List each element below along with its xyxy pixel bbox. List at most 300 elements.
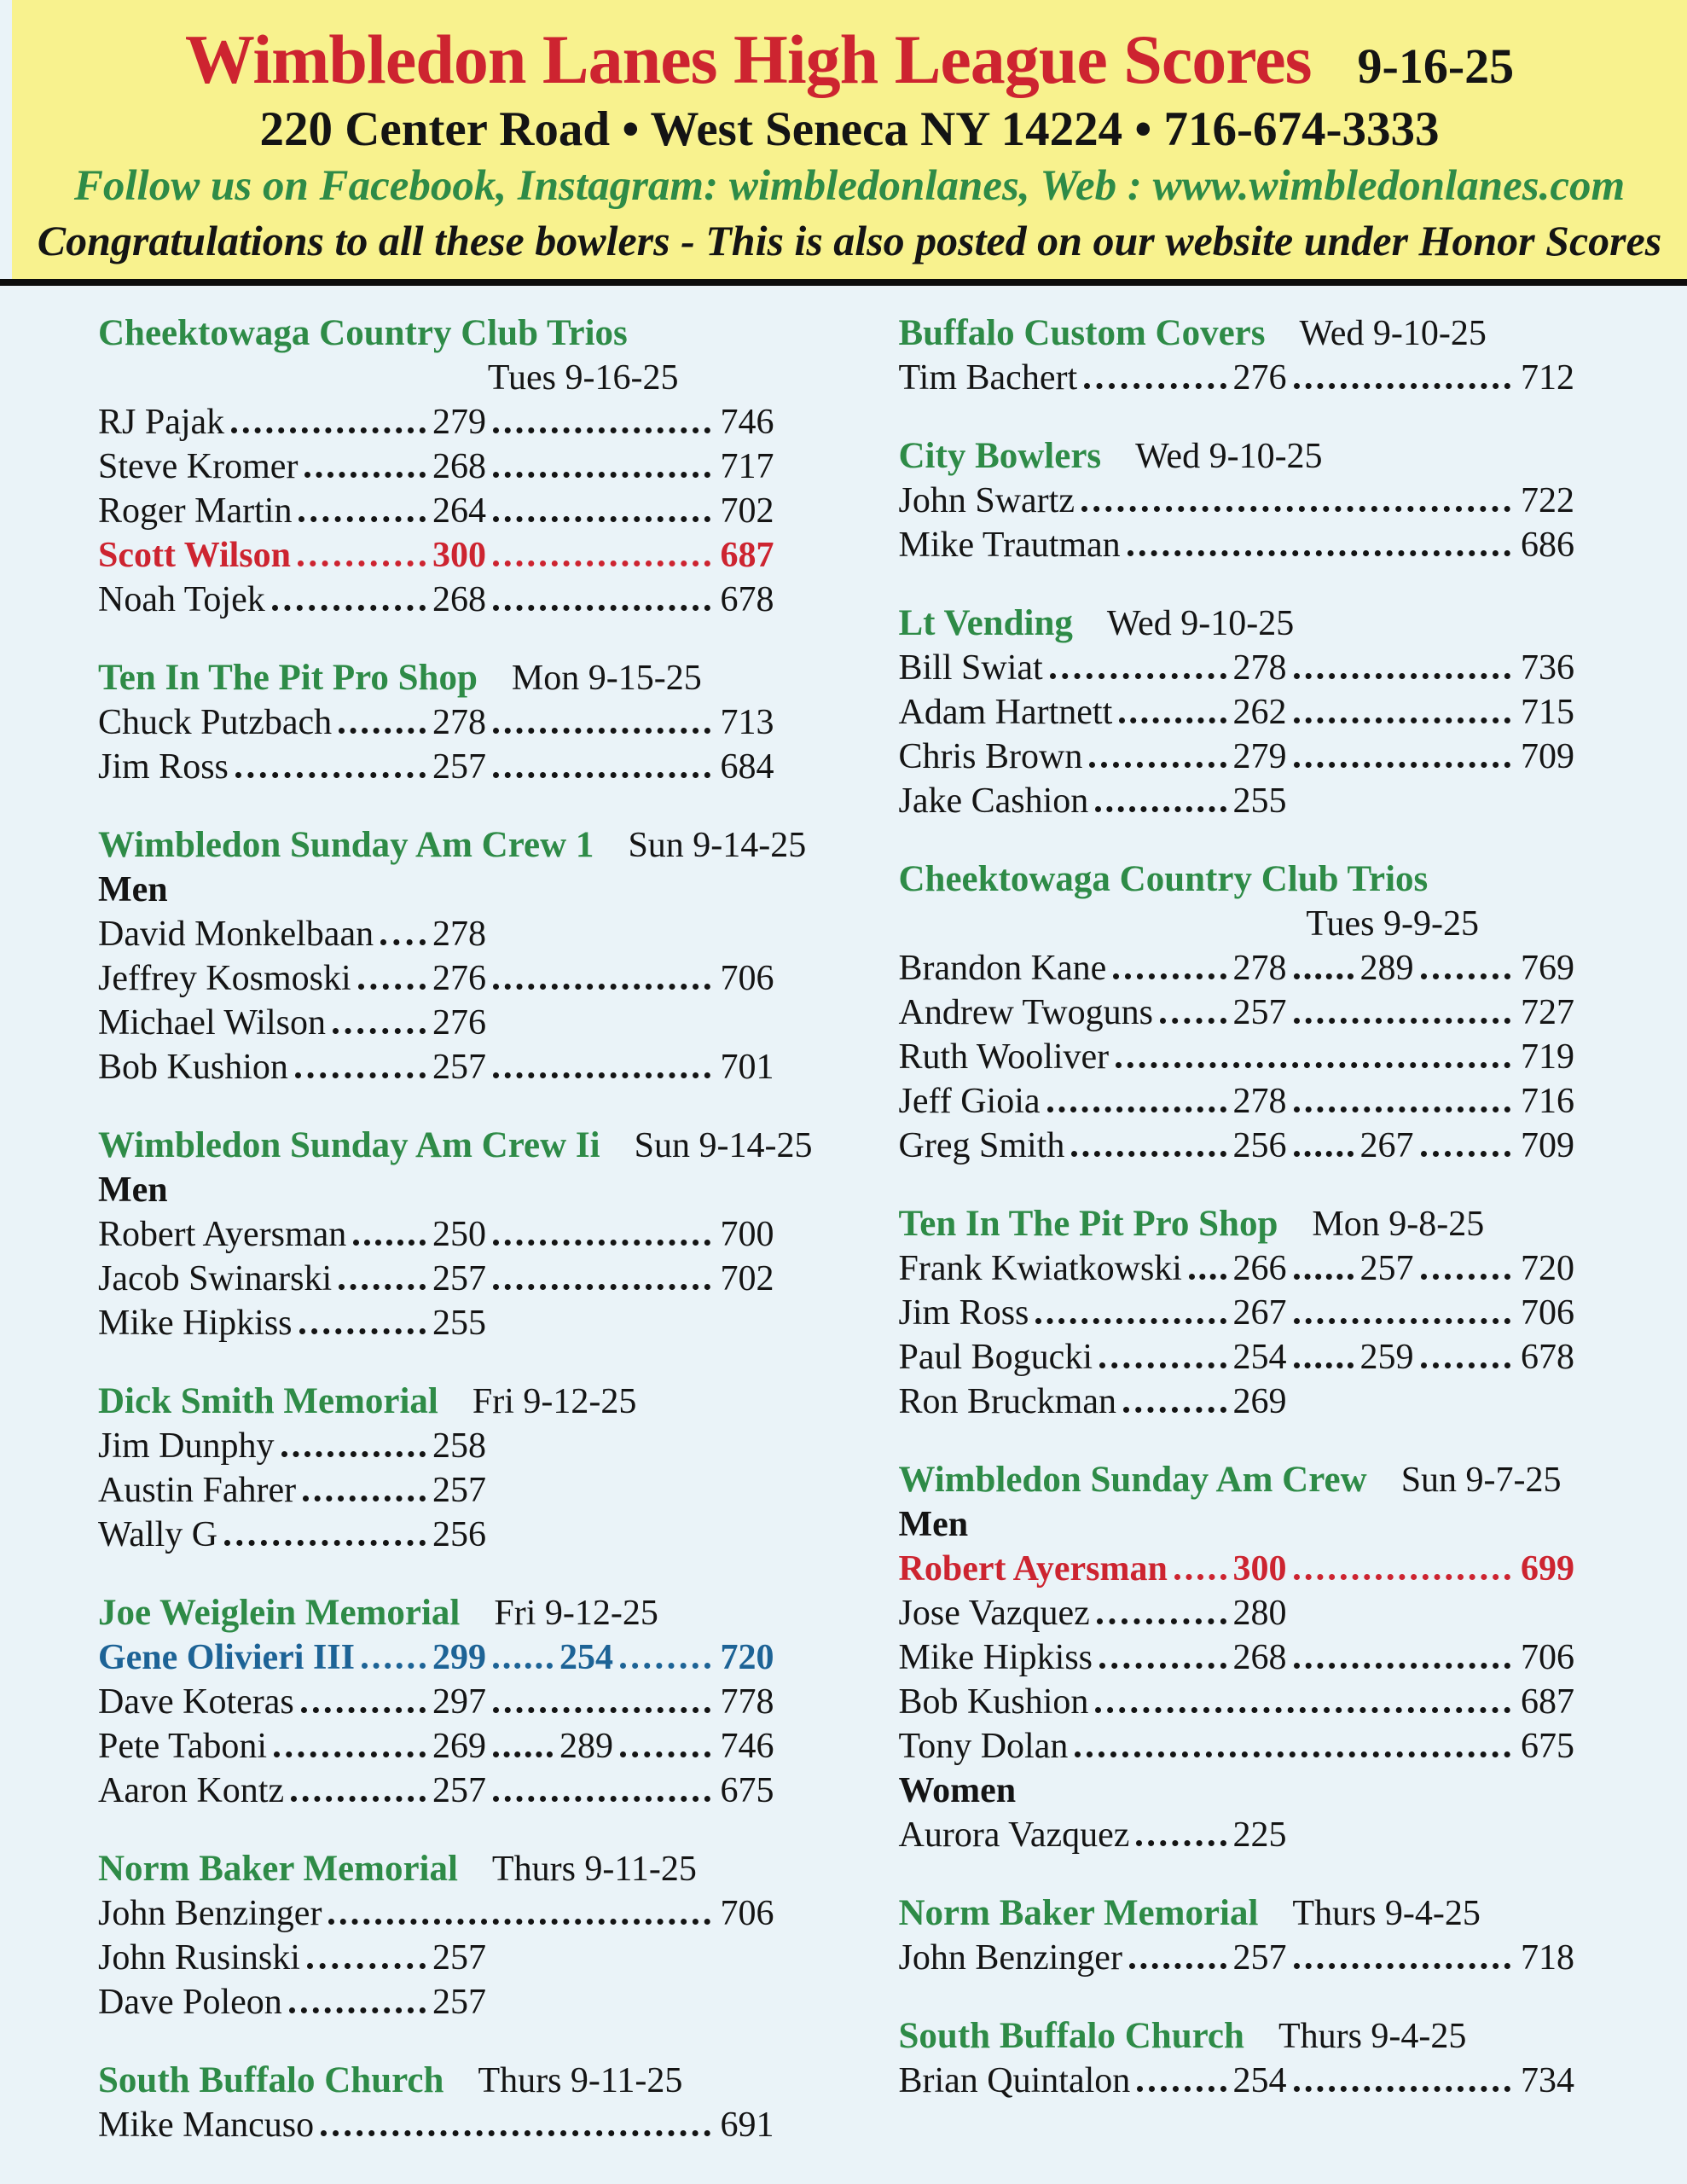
bowler-name: Mike Hipkiss xyxy=(98,1304,293,1344)
bowler-row xyxy=(98,1001,774,1045)
series-score: 709 xyxy=(1521,1126,1574,1166)
game-score: 299 xyxy=(432,1638,486,1678)
name-cell xyxy=(899,1246,1233,1291)
series-score: 709 xyxy=(1521,737,1574,777)
game-score: 300 xyxy=(432,536,486,576)
dot-leader xyxy=(493,1072,710,1078)
name-cell xyxy=(98,1680,432,1724)
game-score: 300 xyxy=(1232,1549,1287,1589)
bowler-name: Ruth Wooliver xyxy=(898,1037,1110,1077)
league-header xyxy=(98,1124,813,1168)
game-score: 259 xyxy=(1359,1338,1414,1378)
bowler-name: Mike Trautman xyxy=(898,526,1121,566)
dot-leader xyxy=(1113,973,1226,979)
name-cell xyxy=(98,1001,432,1045)
game-score: 257 xyxy=(432,1983,486,2023)
league-name: Wimbledon Sunday Am Crew Ii xyxy=(98,1125,600,1166)
games-cell xyxy=(1233,779,1575,823)
bowler-row xyxy=(98,489,774,533)
league-section xyxy=(98,1591,774,1813)
bowler-row xyxy=(98,1769,774,1813)
bowler-row xyxy=(899,1591,1575,1635)
game-score: 268 xyxy=(432,447,486,487)
dot-leader xyxy=(274,1751,426,1757)
bowler-name: David Monkelbaan xyxy=(98,915,374,955)
dot-leader xyxy=(299,1328,426,1334)
dot-leader xyxy=(339,728,426,734)
dot-leader xyxy=(298,561,426,566)
league-section xyxy=(899,434,1575,567)
bowler-name: Wally G xyxy=(98,1515,218,1555)
games-cell xyxy=(432,1468,774,1513)
games-cell xyxy=(432,745,774,789)
game-score: 266 xyxy=(1232,1249,1287,1289)
name-cell xyxy=(98,400,432,444)
games-cell xyxy=(432,578,774,622)
league-date: Sun 9-14-25 xyxy=(628,826,807,866)
dot-leader xyxy=(1050,673,1226,679)
dot-leader xyxy=(493,772,710,778)
dot-leader xyxy=(1294,717,1511,723)
game-score: 278 xyxy=(1232,949,1287,989)
series-score: 734 xyxy=(1521,2061,1574,2101)
series-score: 718 xyxy=(1521,1938,1574,1978)
score-column-right xyxy=(899,311,1575,2147)
league-name: Lt Vending xyxy=(898,603,1073,644)
series-score: 699 xyxy=(1521,1549,1574,1589)
league-name: Norm Baker Memorial xyxy=(898,1893,1259,1934)
games-cell xyxy=(1233,1936,1575,1980)
name-cell xyxy=(98,1769,432,1813)
name-cell xyxy=(98,1257,432,1301)
name-cell xyxy=(98,489,432,533)
games-cell xyxy=(1233,1380,1575,1424)
games-cell xyxy=(1233,1246,1575,1291)
dot-leader xyxy=(304,472,426,478)
league-date: Sun 9-14-25 xyxy=(634,1126,813,1166)
name-cell xyxy=(98,1045,432,1089)
dot-leader xyxy=(1129,1963,1226,1969)
league-header xyxy=(98,311,774,356)
league-date: Wed 9-10-25 xyxy=(1106,604,1295,644)
series-score: 675 xyxy=(1521,1727,1574,1767)
name-cell xyxy=(899,946,1233,990)
bowler-name: Steve Kromer xyxy=(98,447,299,487)
bowler-name: Jake Cashion xyxy=(898,781,1089,822)
bowler-name: Aaron Kontz xyxy=(98,1771,285,1811)
bowler-row xyxy=(98,1257,774,1301)
games-cell xyxy=(432,1724,774,1769)
game-score: 256 xyxy=(1232,1126,1287,1166)
league-section xyxy=(98,656,774,789)
dot-leader xyxy=(1047,1107,1226,1112)
dot-leader xyxy=(1128,550,1510,556)
bowler-row xyxy=(899,1936,1575,1980)
game-score: 278 xyxy=(1232,648,1287,688)
name-cell xyxy=(98,444,432,489)
series-score: 722 xyxy=(1521,481,1574,521)
bowler-name: Bob Kushion xyxy=(898,1682,1089,1722)
bowler-row xyxy=(899,1680,1575,1724)
dot-leader xyxy=(1294,1107,1511,1112)
game-score: 276 xyxy=(1232,358,1287,398)
name-cell xyxy=(98,533,432,578)
dot-leader xyxy=(493,1751,553,1757)
congrats-line: Congratulations to all these bowlers - This is also posted on our website under Honor Scores xyxy=(37,216,1662,264)
bowler-row xyxy=(899,1724,1575,1769)
bowler-row xyxy=(98,1724,774,1769)
league-header xyxy=(899,1891,1575,1936)
bowler-name: Jim Ross xyxy=(98,747,229,787)
dot-leader xyxy=(1421,973,1511,979)
series-score: 720 xyxy=(1521,1249,1574,1289)
bowler-row xyxy=(98,578,774,622)
dot-leader xyxy=(1136,1840,1226,1846)
bowler-name: John Benzinger xyxy=(98,1894,322,1934)
league-name: Ten In The Pit Pro Shop xyxy=(898,1204,1278,1245)
dot-leader xyxy=(307,1963,426,1969)
dot-leader xyxy=(281,1451,426,1457)
name-cell xyxy=(899,1547,1233,1591)
dot-leader xyxy=(1421,1274,1511,1280)
league-header xyxy=(98,1591,774,1635)
dot-leader xyxy=(493,1663,553,1669)
bowler-row xyxy=(98,912,774,956)
name-cell xyxy=(899,735,1233,779)
game-score: 280 xyxy=(1232,1594,1287,1634)
dot-leader xyxy=(1075,1751,1510,1757)
bowler-name: Robert Ayersman xyxy=(98,1215,347,1255)
bowler-name: Dave Poleon xyxy=(98,1983,282,2023)
bowler-row xyxy=(899,2059,1575,2103)
series-score: 778 xyxy=(720,1682,774,1722)
bowler-row xyxy=(98,1891,774,1936)
bowler-name: Greg Smith xyxy=(898,1126,1065,1166)
league-header xyxy=(899,434,1575,479)
dot-leader xyxy=(493,605,710,611)
games-cell xyxy=(1233,646,1575,690)
bowler-row xyxy=(899,1246,1575,1291)
social-line: Follow us on Facebook, Instagram: wimbledonlanes, Web : www.wimbledonlanes.com xyxy=(73,162,1626,211)
game-score: 268 xyxy=(432,580,486,620)
bowler-row xyxy=(98,700,774,745)
bowler-row xyxy=(899,1124,1575,1168)
name-cell xyxy=(899,1124,1233,1168)
games-cell xyxy=(432,489,774,533)
game-score: 257 xyxy=(432,1771,486,1811)
game-score: 254 xyxy=(559,1638,613,1678)
league-date: Thurs 9-4-25 xyxy=(1292,1894,1481,1934)
gender-subheader: Men xyxy=(898,1505,969,1545)
series-score: 720 xyxy=(720,1638,774,1678)
series-score: 715 xyxy=(1521,693,1574,733)
bowler-row xyxy=(899,990,1575,1035)
league-section xyxy=(899,1202,1575,1424)
gender-subheader: Women xyxy=(898,1771,1017,1811)
dot-leader xyxy=(620,1751,710,1757)
name-cell xyxy=(899,1936,1233,1980)
name-cell xyxy=(98,1724,432,1769)
games-cell xyxy=(1233,2059,1575,2103)
dot-leader xyxy=(493,1284,710,1290)
game-score: 254 xyxy=(1232,1338,1287,1378)
game-score: 297 xyxy=(432,1682,486,1722)
bowler-name: Mike Mancuso xyxy=(98,2106,315,2146)
bowler-name: Chuck Putzbach xyxy=(98,703,333,743)
league-date: Thurs 9-11-25 xyxy=(478,2061,683,2101)
games-cell xyxy=(432,1513,774,1557)
games-cell xyxy=(1233,1591,1575,1635)
league-section xyxy=(899,2014,1575,2103)
dot-leader xyxy=(1123,1407,1226,1413)
series-score: 706 xyxy=(720,1894,774,1934)
games-cell xyxy=(432,1001,774,1045)
dot-leader xyxy=(1294,1151,1354,1157)
name-cell xyxy=(98,1212,432,1257)
bowler-name: Jeffrey Kosmoski xyxy=(98,959,351,999)
series-score: 727 xyxy=(1521,993,1574,1033)
bowler-name: Robert Ayersman xyxy=(898,1549,1168,1589)
bowler-row xyxy=(98,745,774,789)
league-date: Fri 9-12-25 xyxy=(494,1594,658,1634)
bowler-name: Pete Taboni xyxy=(98,1727,268,1767)
series-score: 706 xyxy=(1521,1638,1574,1678)
dot-leader xyxy=(353,1240,426,1246)
games-cell xyxy=(1233,735,1575,779)
game-score: 279 xyxy=(432,403,486,443)
game-score: 264 xyxy=(432,491,486,531)
game-score: 267 xyxy=(1232,1293,1287,1333)
bowler-row xyxy=(899,523,1575,567)
game-score: 269 xyxy=(432,1727,486,1767)
series-score: 686 xyxy=(1521,526,1574,566)
dot-leader xyxy=(1084,383,1226,389)
bowler-name: Bob Kushion xyxy=(98,1048,288,1088)
series-score: 736 xyxy=(1521,648,1574,688)
bowler-row xyxy=(899,1547,1575,1591)
league-date: Tues 9-16-25 xyxy=(487,358,679,398)
bowler-name: Michael Wilson xyxy=(98,1003,326,1043)
series-score: 746 xyxy=(720,1727,774,1767)
league-date: Mon 9-15-25 xyxy=(511,659,702,699)
dot-leader xyxy=(1097,1618,1226,1624)
dot-leader xyxy=(1294,1018,1511,1024)
page-title: Wimbledon Lanes High League Scores xyxy=(184,20,1312,98)
dot-leader xyxy=(291,1796,426,1802)
bowler-row xyxy=(899,1079,1575,1124)
series-score: 746 xyxy=(720,403,774,443)
bowler-row xyxy=(899,1635,1575,1680)
name-cell xyxy=(899,779,1233,823)
league-section xyxy=(98,311,774,622)
league-date: Wed 9-10-25 xyxy=(1135,437,1323,477)
games-cell xyxy=(432,1212,774,1257)
series-score: 678 xyxy=(1521,1338,1574,1378)
league-section xyxy=(98,1380,774,1557)
series-score: 702 xyxy=(720,1259,774,1299)
game-score: 257 xyxy=(1232,993,1287,1033)
dot-leader xyxy=(1294,1362,1354,1368)
bowler-name: Austin Fahrer xyxy=(98,1471,297,1511)
game-score: 257 xyxy=(432,747,486,787)
name-cell xyxy=(899,1591,1233,1635)
bowler-name: Jacob Swinarski xyxy=(98,1259,333,1299)
game-score: 267 xyxy=(1359,1126,1414,1166)
address-line: 220 Center Road • West Seneca NY 14224 • 716-674-3333 xyxy=(259,102,1440,156)
game-score: 269 xyxy=(1232,1382,1287,1422)
league-name: City Bowlers xyxy=(898,436,1102,477)
league-section xyxy=(98,1124,813,1345)
dot-leader xyxy=(1294,1574,1511,1580)
league-section xyxy=(98,823,807,1089)
games-cell xyxy=(432,533,774,578)
dot-leader xyxy=(289,2007,426,2013)
league-date: Fri 9-12-25 xyxy=(472,1382,637,1422)
bowler-name: Ron Bruckman xyxy=(898,1382,1116,1422)
name-cell xyxy=(899,646,1233,690)
league-date: Mon 9-8-25 xyxy=(1312,1205,1485,1245)
game-score: 289 xyxy=(559,1727,613,1767)
score-columns xyxy=(0,286,1687,2147)
games-cell xyxy=(1233,990,1575,1035)
bowler-name: Andrew Twoguns xyxy=(898,993,1153,1033)
dot-leader xyxy=(493,516,710,522)
title-line xyxy=(29,20,1670,99)
league-header xyxy=(899,1202,1575,1246)
game-score: 250 xyxy=(432,1215,486,1255)
dot-leader xyxy=(303,1496,426,1502)
bowler-row xyxy=(98,1936,774,1980)
name-cell xyxy=(98,745,432,789)
games-cell xyxy=(432,1936,774,1980)
game-score: 254 xyxy=(1232,2061,1287,2101)
league-name: Dick Smith Memorial xyxy=(98,1381,438,1422)
dot-leader xyxy=(333,1028,426,1034)
bowler-row xyxy=(899,946,1575,990)
series-score: 706 xyxy=(1521,1293,1574,1333)
league-header xyxy=(98,2059,774,2103)
bowler-name: Brian Quintalon xyxy=(898,2061,1131,2101)
game-score: 257 xyxy=(432,1259,486,1299)
dot-leader xyxy=(1035,1318,1226,1324)
bowler-name: John Benzinger xyxy=(898,1938,1122,1978)
name-cell xyxy=(899,1291,1233,1335)
games-cell xyxy=(432,912,774,956)
games-cell xyxy=(1233,690,1575,735)
game-score: 257 xyxy=(1359,1249,1414,1289)
game-score: 255 xyxy=(432,1304,486,1344)
bowler-row xyxy=(899,779,1575,823)
league-header xyxy=(98,1847,774,1891)
name-cell xyxy=(899,2059,1233,2103)
dot-leader xyxy=(272,605,426,611)
games-cell xyxy=(432,1769,774,1813)
bowler-name: Adam Hartnett xyxy=(898,693,1113,733)
games-cell xyxy=(1233,946,1575,990)
dot-leader xyxy=(295,1072,426,1078)
dot-leader xyxy=(1294,1963,1511,1969)
games-cell xyxy=(432,1980,774,2024)
bowler-name: Tim Bachert xyxy=(898,358,1078,398)
games-cell xyxy=(432,444,774,489)
league-name: South Buffalo Church xyxy=(898,2016,1244,2057)
bowler-row xyxy=(98,1635,774,1680)
dot-leader xyxy=(1089,762,1226,768)
bowler-name: Jose Vazquez xyxy=(898,1594,1090,1634)
bowler-name: Bill Swiat xyxy=(898,648,1043,688)
league-name: Norm Baker Memorial xyxy=(98,1849,458,1890)
dot-leader xyxy=(1119,717,1226,723)
header-divider xyxy=(0,279,1687,286)
bowler-row xyxy=(98,1212,774,1257)
dot-leader xyxy=(362,1663,426,1669)
game-score: 255 xyxy=(1232,781,1287,822)
name-cell xyxy=(98,912,432,956)
league-section xyxy=(899,1458,1575,1857)
game-score: 225 xyxy=(1232,1815,1287,1856)
league-date: Thurs 9-11-25 xyxy=(491,1850,697,1890)
dot-leader xyxy=(493,472,710,478)
dot-leader xyxy=(321,2130,710,2136)
game-score: 257 xyxy=(1232,1938,1287,1978)
series-score: 713 xyxy=(720,703,774,743)
games-cell xyxy=(432,1680,774,1724)
league-section xyxy=(899,601,1575,823)
dot-leader xyxy=(339,1284,426,1290)
dot-leader xyxy=(1095,1707,1510,1713)
bowler-row xyxy=(98,1680,774,1724)
bowler-row xyxy=(899,356,1575,400)
league-header xyxy=(899,601,1575,646)
bowler-name: Jim Ross xyxy=(898,1293,1029,1333)
name-cell xyxy=(98,956,432,1001)
dot-leader xyxy=(299,516,426,522)
dot-leader xyxy=(1099,1663,1226,1669)
dot-leader xyxy=(1294,1274,1354,1280)
dot-leader xyxy=(493,728,710,734)
game-score: 279 xyxy=(1232,737,1287,777)
league-section xyxy=(899,1891,1575,1980)
league-section xyxy=(98,1847,774,2024)
league-name: Ten In The Pit Pro Shop xyxy=(98,658,478,699)
bowler-row xyxy=(98,1468,774,1513)
games-cell xyxy=(1233,1813,1575,1857)
games-cell xyxy=(432,1424,774,1468)
game-score: 257 xyxy=(432,1471,486,1511)
name-cell xyxy=(899,990,1233,1035)
game-score: 289 xyxy=(1359,949,1414,989)
bowler-row xyxy=(98,400,774,444)
name-cell xyxy=(98,1513,432,1557)
series-score: 712 xyxy=(1521,358,1574,398)
game-score: 278 xyxy=(1232,1082,1287,1122)
league-name: Wimbledon Sunday Am Crew xyxy=(898,1460,1367,1501)
name-cell xyxy=(98,578,432,622)
bowler-name: RJ Pajak xyxy=(98,403,225,443)
bowler-name: Aurora Vazquez xyxy=(898,1815,1130,1856)
name-cell xyxy=(98,1424,432,1468)
bowler-name: Mike Hipkiss xyxy=(898,1638,1093,1678)
bowler-row xyxy=(98,1980,774,2024)
games-cell xyxy=(432,1257,774,1301)
dot-leader xyxy=(235,772,426,778)
page-title-date: 9-16-25 xyxy=(1357,38,1515,94)
dot-leader xyxy=(493,984,710,990)
game-score: 258 xyxy=(432,1426,486,1467)
name-cell xyxy=(899,1079,1233,1124)
bowler-row xyxy=(899,646,1575,690)
bowler-name: Paul Bogucki xyxy=(898,1338,1093,1378)
